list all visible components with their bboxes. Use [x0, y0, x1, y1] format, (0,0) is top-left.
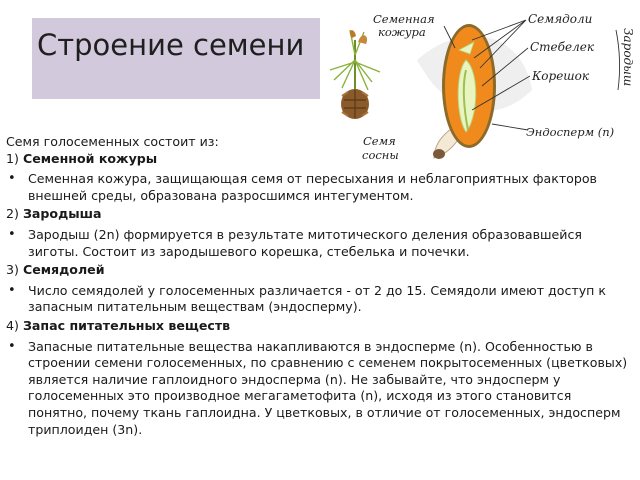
label-seed-coat-2: кожура [378, 25, 426, 39]
section-bullet: • Семенная кожура, защищающая семя от пересыхания и неблагоприятных факторов внешней среды, образована разросшимся интегументом. [6, 171, 632, 204]
section-bullet: • Зародыш (2n) формируется в результате митотического деления образовавшейся зиготы. Состоит из зародышевого корешка, стебелька и почечки. [6, 227, 632, 260]
label-stem: Стебелек [530, 40, 594, 54]
title-banner [32, 18, 320, 99]
section-bullet: • Число семядолей у голосеменных различается - от 2 до 15. Семядоли имеют доступ к запасным питательным веществам (эндосперму). [6, 283, 632, 316]
section-title: Зародыша [22, 206, 102, 222]
section-heading [6, 206, 632, 223]
section-number: 2) [6, 206, 19, 222]
label-seed-coat-1: Семенная [373, 12, 435, 26]
section-heading [6, 151, 632, 168]
section-title: Семенной кожуры [22, 150, 158, 166]
label-endosperm: Эндосперм (n) [526, 125, 615, 139]
section-title: Запас питательных веществ [22, 317, 231, 333]
seed-section-image [442, 24, 496, 148]
section-heading [6, 262, 632, 279]
section-number: 3) [6, 262, 19, 278]
section-title: Семядолей [22, 262, 105, 278]
label-pine-seed-2: сосны [362, 148, 399, 162]
label-pine-seed-1: Семя [363, 134, 396, 148]
section-heading [6, 318, 632, 335]
label-root: Корешок [532, 69, 590, 83]
pine-seedling-image [330, 30, 380, 119]
section-number: 4) [6, 317, 19, 333]
intro-text: Семя голосеменных состоит из: [6, 134, 219, 149]
seed-structure-text [6, 134, 632, 440]
section-number: 1) [6, 150, 19, 166]
section-bullet: • Запасные питательные вещества накапливаются в эндосперме (n). Особенностью в строении семени голосеменных, по сравнению с семенем покрытосеменных (цветковых) является наличие гаплоидного эндосперма (n). Не забывайте, что эндосперм у голосеменных это производное мегагаметофита (n), исходя из этого становится понятно, почему ткань гаплоидна. У цветковых, в отличие от голосеменных, эндосперм триплоиден (3n). [6, 339, 632, 439]
label-embryo: Зародыш [621, 28, 635, 87]
page-title: Строение семени [37, 28, 305, 62]
label-cotyledons: Семядоли [528, 12, 593, 26]
